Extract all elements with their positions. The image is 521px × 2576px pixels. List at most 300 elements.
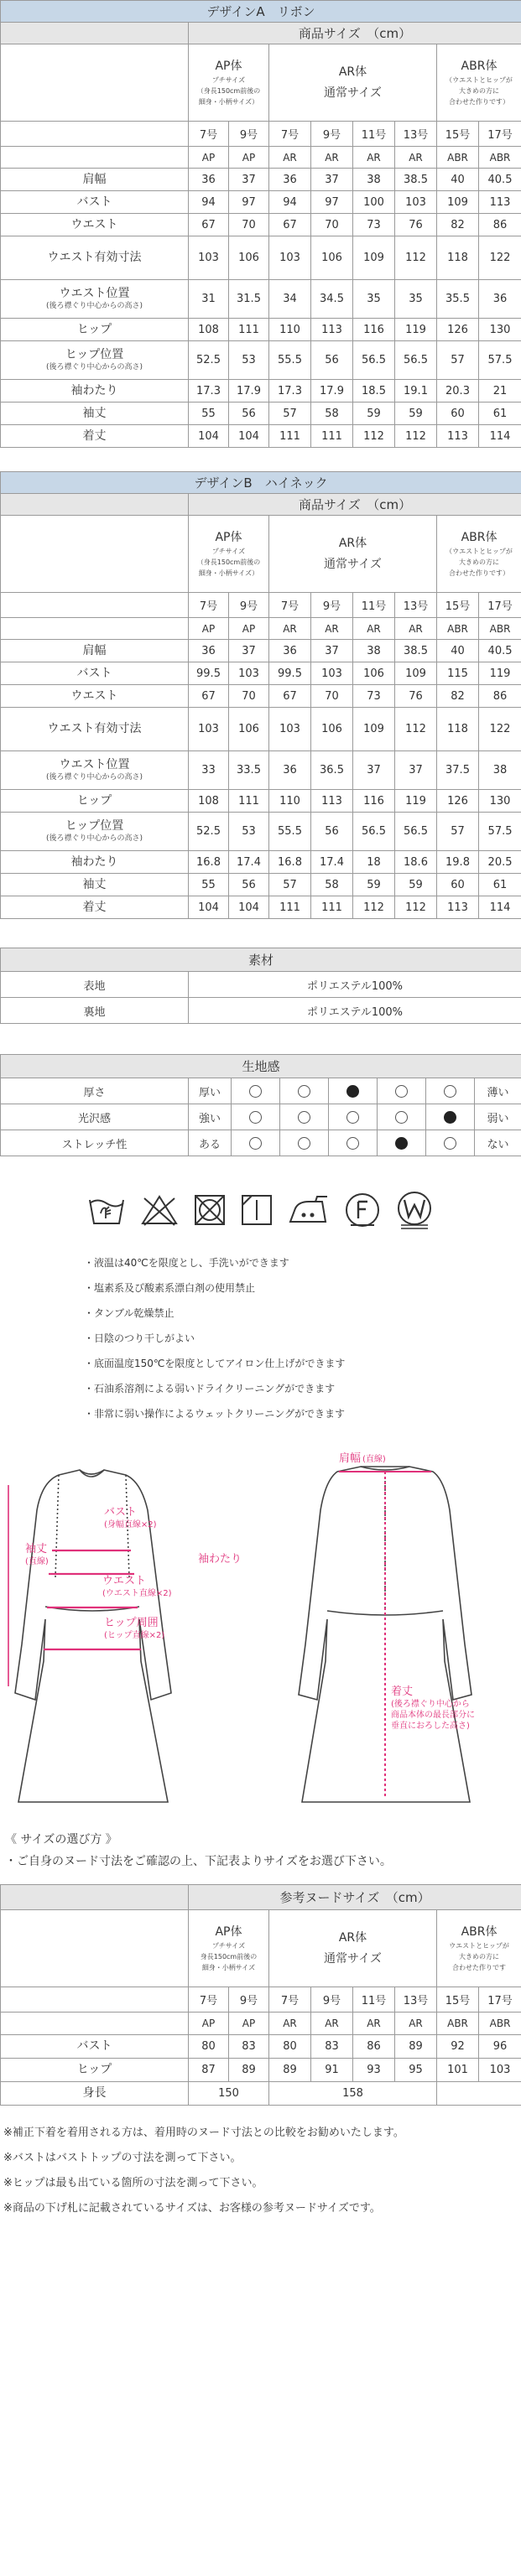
size-value: 114 — [479, 896, 521, 919]
group-abr-note: （ウエストとヒップが — [445, 547, 513, 555]
size-value: 61 — [479, 874, 521, 896]
size-value: 59 — [395, 402, 437, 425]
line-dry-shade-icon — [240, 1193, 274, 1227]
size-value: 109 — [437, 191, 479, 214]
row-label — [1, 874, 189, 896]
row-label — [1, 851, 189, 874]
size-value: 104 — [229, 425, 269, 448]
size-value: 83 — [229, 2035, 269, 2059]
size-value: 38 — [353, 640, 395, 662]
size-table — [0, 0, 521, 448]
size-number: 15号 — [437, 1987, 479, 2012]
row-label: 身長 — [1, 2082, 189, 2106]
size-value: 83 — [311, 2035, 353, 2059]
material-row-value: ポリエステル100% — [189, 998, 521, 1024]
row-label — [1, 402, 189, 425]
size-value: 16.8 — [189, 851, 229, 874]
group-abr-note: 合わせた作りです） — [449, 97, 509, 106]
row-label — [1, 214, 189, 236]
size-number: 17号 — [479, 593, 521, 618]
design-title: デザインB ハイネック — [1, 472, 521, 494]
size-code: AP — [229, 147, 269, 169]
group-ap — [189, 516, 269, 593]
size-number: 15号 — [437, 593, 479, 618]
texture-left: ある — [189, 1130, 232, 1156]
size-value: 37 — [353, 751, 395, 790]
size-code: AR — [311, 2012, 353, 2035]
row-label-text: ヒップ位置 — [65, 818, 124, 833]
row-label — [1, 813, 189, 851]
group-ap-note: プチサイズ — [211, 1941, 246, 1950]
size-value: 113 — [311, 319, 353, 341]
size-code: AR — [311, 147, 353, 169]
product-size-label: 商品サイズ （cm） — [189, 23, 521, 44]
footer-note: ※商品の下げ札に記載されているサイズは、お客様の参考ヌードサイズです。 — [3, 2202, 381, 2215]
size-value: 101 — [437, 2059, 479, 2082]
size-value: 58 — [311, 874, 353, 896]
table-row — [1, 214, 521, 236]
radio-empty-icon — [346, 1137, 359, 1150]
size-value: 95 — [395, 2059, 437, 2082]
radio-empty-icon — [444, 1085, 456, 1098]
size-code: ABR — [437, 618, 479, 640]
table-row — [1, 380, 521, 402]
size-value: 103 — [395, 191, 437, 214]
size-value: 56.5 — [353, 813, 395, 851]
texture-right: 弱い — [475, 1104, 521, 1130]
size-value: 112 — [395, 425, 437, 448]
size-number: 17号 — [479, 1987, 521, 2012]
size-value: 104 — [189, 425, 229, 448]
group-ap-name: AP体 — [215, 530, 242, 544]
row-label — [1, 708, 189, 751]
size-value: 53 — [229, 813, 269, 851]
care-note: ・ 底面温度150℃を限度としてアイロン仕上げができます — [84, 1351, 521, 1376]
size-number: 9号 — [229, 122, 269, 147]
group-ap-note: 細身・小柄サイズ） — [198, 97, 259, 106]
size-value: 104 — [189, 896, 229, 919]
row-label — [1, 380, 189, 402]
size-value: 76 — [395, 685, 437, 708]
shoulder-label: 肩幅 — [339, 1452, 362, 1465]
size-code: AR — [311, 618, 353, 640]
howto — [0, 1829, 521, 1872]
table-row — [1, 191, 521, 214]
size-value: 70 — [229, 214, 269, 236]
group-ap-name: AP体 — [215, 1924, 242, 1939]
group-abr-note: ウエストとヒップが — [449, 1941, 509, 1950]
group-abr-note: 大きめの方に — [459, 558, 500, 566]
size-value: 92 — [437, 2035, 479, 2059]
radio-empty-icon — [395, 1111, 408, 1124]
size-code: AR — [353, 147, 395, 169]
care-note: ・ 液温は40℃を限度とし、手洗いができます — [84, 1250, 521, 1275]
row-label-text: 袖丈 — [82, 877, 107, 891]
size-value: 52.5 — [189, 341, 229, 380]
size-value: 21 — [479, 380, 521, 402]
care-notes — [84, 1250, 521, 1426]
size-value: 104 — [229, 896, 269, 919]
size-number: 7号 — [189, 593, 229, 618]
size-table — [0, 471, 521, 919]
table-row — [1, 751, 521, 790]
size-value: 108 — [189, 319, 229, 341]
group-abr-name: ABR体 — [461, 530, 498, 544]
hip-sub: (ヒップ直線×2) — [104, 1631, 165, 1640]
size-value: 116 — [353, 790, 395, 813]
texture-label: 厚さ — [1, 1078, 189, 1104]
size-code: ABR — [479, 2012, 521, 2035]
footer-note: ※ヒップは最も出ている箇所の寸法を測って下さい。 — [3, 2177, 263, 2189]
group-abr-note: 合わせた作りです — [452, 1963, 507, 1971]
size-value: 17.4 — [311, 851, 353, 874]
size-value: 56.5 — [353, 341, 395, 380]
size-value: 100 — [353, 191, 395, 214]
size-value: 103 — [311, 662, 353, 685]
table-row — [1, 2059, 521, 2082]
size-value: 38.5 — [395, 640, 437, 662]
size-value: 86 — [479, 214, 521, 236]
size-value: 34 — [269, 280, 311, 319]
height-abr — [437, 2082, 521, 2106]
group-ap-note: （身長150cm前後の — [196, 558, 261, 566]
size-value: 60 — [437, 874, 479, 896]
size-value: 37 — [395, 751, 437, 790]
row-label-text: 着丈 — [82, 900, 107, 914]
size-value: 130 — [479, 790, 521, 813]
texture-scale-cell — [378, 1104, 426, 1130]
size-value: 20.5 — [479, 851, 521, 874]
size-value: 130 — [479, 319, 521, 341]
size-number: 7号 — [269, 122, 311, 147]
size-number: 9号 — [311, 122, 353, 147]
size-value: 111 — [311, 896, 353, 919]
size-number: 15号 — [437, 122, 479, 147]
size-value: 18.5 — [353, 380, 395, 402]
table-row — [1, 685, 521, 708]
size-value: 55 — [189, 402, 229, 425]
group-abr — [437, 516, 521, 593]
size-value: 56.5 — [395, 813, 437, 851]
bust-sub: (身幅直線×2) — [104, 1520, 157, 1530]
height-row — [1, 2082, 521, 2106]
size-value: 106 — [229, 236, 269, 280]
size-value: 17.4 — [229, 851, 269, 874]
group-ar — [269, 1910, 437, 1987]
size-value: 113 — [479, 191, 521, 214]
row-label-text: バスト — [76, 195, 112, 209]
size-code: AR — [269, 618, 311, 640]
length-sub-3: 垂直におろした高さ) — [391, 1722, 470, 1731]
size-value: 80 — [189, 2035, 229, 2059]
size-value: 19.1 — [395, 380, 437, 402]
size-value: 55 — [189, 874, 229, 896]
radio-empty-icon — [298, 1137, 310, 1150]
size-value: 60 — [437, 402, 479, 425]
table-row — [1, 236, 521, 280]
row-label-sub: (後ろ襟ぐり中心からの高さ) — [45, 301, 143, 310]
group-ar-name: AR体 — [338, 65, 367, 79]
iron-150-icon — [287, 1193, 331, 1227]
design-title: デザインA リボン — [1, 1, 521, 23]
size-value: 118 — [437, 236, 479, 280]
size-value: 111 — [269, 896, 311, 919]
row-label — [1, 191, 189, 214]
radio-empty-icon — [249, 1137, 262, 1150]
size-value: 52.5 — [189, 813, 229, 851]
size-code: AR — [269, 2012, 311, 2035]
size-value: 111 — [269, 425, 311, 448]
table-row — [1, 708, 521, 751]
armhole-label: 袖わたり — [198, 1553, 242, 1566]
texture-scale-cell — [426, 1078, 475, 1104]
row-label — [1, 319, 189, 341]
texture-scale-cell — [329, 1104, 378, 1130]
size-value: 36 — [189, 640, 229, 662]
size-value: 36 — [269, 640, 311, 662]
size-code: AP — [229, 618, 269, 640]
size-value: 57 — [437, 813, 479, 851]
height-ap: 150 — [189, 2082, 269, 2106]
table-row — [1, 640, 521, 662]
size-value: 119 — [395, 790, 437, 813]
size-value: 89 — [395, 2035, 437, 2059]
care-note: ・ 塩素系及び酸素系漂白剤の使用禁止 — [84, 1275, 521, 1301]
table-row — [1, 402, 521, 425]
radio-selected-icon — [444, 1111, 456, 1124]
size-value: 67 — [189, 214, 229, 236]
group-ar-sub: 通常サイズ — [324, 557, 382, 571]
size-value: 61 — [479, 402, 521, 425]
size-value: 67 — [189, 685, 229, 708]
size-value: 56 — [311, 341, 353, 380]
table-row — [1, 662, 521, 685]
size-value: 37 — [229, 169, 269, 191]
size-value: 40 — [437, 169, 479, 191]
table-row — [1, 813, 521, 851]
size-number: 9号 — [229, 1987, 269, 2012]
row-label — [1, 751, 189, 790]
size-value: 36 — [479, 280, 521, 319]
wash-40-hand-icon — [87, 1193, 126, 1227]
size-value: 17.3 — [269, 380, 311, 402]
size-number: 13号 — [395, 122, 437, 147]
group-abr-note: 大きめの方に — [459, 1952, 500, 1961]
row-label-sub: (後ろ襟ぐり中心からの高さ) — [45, 834, 143, 843]
table-row — [1, 2035, 521, 2059]
material-row-label: 表地 — [1, 972, 189, 998]
size-code: AR — [395, 147, 437, 169]
radio-empty-icon — [249, 1111, 262, 1124]
dryclean-f-icon — [344, 1192, 381, 1228]
care-note: ・ タンブル乾燥禁止 — [84, 1301, 521, 1326]
size-value: 37 — [229, 640, 269, 662]
back-measure-lines — [339, 1472, 431, 1797]
size-code: ABR — [437, 147, 479, 169]
radio-empty-icon — [298, 1111, 310, 1124]
group-ar-name: AR体 — [338, 1930, 367, 1945]
size-value: 106 — [229, 708, 269, 751]
size-value: 37 — [311, 640, 353, 662]
waist-label: ウエスト — [102, 1575, 147, 1587]
row-label-text: 肩幅 — [82, 643, 107, 657]
group-ar — [269, 516, 437, 593]
size-code: AR — [395, 2012, 437, 2035]
texture-scale-cell — [232, 1104, 280, 1130]
size-value: 110 — [269, 319, 311, 341]
row-label-text: ウエスト有効寸法 — [47, 722, 142, 735]
hip-label: ヒップ周囲 — [104, 1617, 159, 1629]
radio-empty-icon — [395, 1085, 408, 1098]
size-value: 109 — [353, 236, 395, 280]
size-code: AR — [395, 618, 437, 640]
group-abr-note: （ウエストとヒップが — [445, 75, 513, 84]
size-value: 67 — [269, 214, 311, 236]
radio-empty-icon — [249, 1085, 262, 1098]
texture-left: 厚い — [189, 1078, 232, 1104]
material-title: 素材 — [1, 948, 521, 972]
size-code: AR — [353, 618, 395, 640]
group-ap — [189, 44, 269, 122]
size-value: 109 — [353, 708, 395, 751]
size-value: 113 — [311, 790, 353, 813]
group-ap — [189, 1910, 269, 1987]
size-value: 113 — [437, 425, 479, 448]
size-value: 103 — [229, 662, 269, 685]
texture-scale-cell — [280, 1104, 329, 1130]
size-value: 111 — [311, 425, 353, 448]
size-code: ABR — [479, 147, 521, 169]
size-value: 119 — [479, 662, 521, 685]
footer-notes — [0, 2121, 521, 2221]
care-note: ・ 石油系溶剤による弱いドライクリーニングができます — [84, 1376, 521, 1401]
group-ar-name: AR体 — [338, 536, 367, 550]
footer-note: ※バストはバストトップの寸法を測って下さい。 — [3, 2152, 242, 2164]
table-row — [1, 341, 521, 380]
size-value: 126 — [437, 790, 479, 813]
row-label — [1, 896, 189, 919]
size-code: ABR — [479, 618, 521, 640]
group-ap-note: プチサイズ — [211, 547, 246, 555]
texture-right: ない — [475, 1130, 521, 1156]
row-label-text: 袖わたり — [70, 383, 118, 397]
size-value: 112 — [395, 896, 437, 919]
size-number: 13号 — [395, 593, 437, 618]
size-value: 37.5 — [437, 751, 479, 790]
row-label — [1, 341, 189, 380]
size-code: AP — [229, 2012, 269, 2035]
size-value: 36 — [189, 169, 229, 191]
size-value: 106 — [353, 662, 395, 685]
height-ar: 158 — [269, 2082, 437, 2106]
size-value: 112 — [353, 425, 395, 448]
size-value: 36 — [269, 169, 311, 191]
size-value: 40.5 — [479, 640, 521, 662]
texture-label: ストレッチ性 — [1, 1130, 189, 1156]
size-value: 33 — [189, 751, 229, 790]
garment-diagram — [0, 1452, 521, 1820]
size-value: 19.8 — [437, 851, 479, 874]
row-label: バスト — [1, 2035, 189, 2059]
size-value: 57 — [269, 874, 311, 896]
size-value: 114 — [479, 425, 521, 448]
row-label-text: バスト — [76, 666, 112, 680]
group-abr — [437, 44, 521, 122]
table-row — [1, 790, 521, 813]
size-value: 99.5 — [189, 662, 229, 685]
texture-left: 強い — [189, 1104, 232, 1130]
texture-table — [0, 1054, 521, 1156]
size-value: 122 — [479, 236, 521, 280]
nude-size-table — [0, 1884, 521, 2106]
size-value: 86 — [479, 685, 521, 708]
row-label-text: ウエスト有効寸法 — [47, 251, 142, 264]
texture-scale-cell — [329, 1078, 378, 1104]
size-value: 38 — [479, 751, 521, 790]
row-label: ヒップ — [1, 2059, 189, 2082]
size-table-design-a — [0, 0, 521, 448]
size-value: 57 — [437, 341, 479, 380]
size-value: 113 — [437, 896, 479, 919]
size-number: 13号 — [395, 1987, 437, 2012]
size-value: 17.3 — [189, 380, 229, 402]
row-label — [1, 685, 189, 708]
size-value: 126 — [437, 319, 479, 341]
texture-scale-cell — [232, 1130, 280, 1156]
table-row — [1, 896, 521, 919]
length-sub-2: 商品本体の最長部分に — [391, 1711, 475, 1720]
group-ar — [269, 44, 437, 122]
size-value: 17.9 — [229, 380, 269, 402]
size-value: 35.5 — [437, 280, 479, 319]
size-number: 17号 — [479, 122, 521, 147]
group-ap-note: 身長150cm前後の — [200, 1952, 258, 1961]
row-label — [1, 640, 189, 662]
size-value: 70 — [229, 685, 269, 708]
size-value: 59 — [353, 402, 395, 425]
size-value: 110 — [269, 790, 311, 813]
size-value: 56 — [229, 402, 269, 425]
size-value: 89 — [269, 2059, 311, 2082]
size-value: 18 — [353, 851, 395, 874]
texture-label: 光沢感 — [1, 1104, 189, 1130]
size-number: 7号 — [189, 122, 229, 147]
radio-empty-icon — [298, 1085, 310, 1098]
size-value: 86 — [353, 2035, 395, 2059]
size-value: 109 — [395, 662, 437, 685]
table-row — [1, 319, 521, 341]
row-label — [1, 236, 189, 280]
care-symbols — [0, 1185, 521, 1235]
size-value: 106 — [311, 236, 353, 280]
size-value: 96 — [479, 2035, 521, 2059]
nude-title: 参考ヌードサイズ （cm） — [189, 1885, 521, 1910]
size-value: 20.3 — [437, 380, 479, 402]
size-value: 103 — [269, 236, 311, 280]
size-table-design-b — [0, 471, 521, 919]
size-value: 91 — [311, 2059, 353, 2082]
size-code: AR — [269, 147, 311, 169]
size-code: AR — [353, 2012, 395, 2035]
size-value: 40.5 — [479, 169, 521, 191]
size-value: 18.6 — [395, 851, 437, 874]
shoulder-sub: (直線) — [362, 1455, 386, 1464]
size-value: 58 — [311, 402, 353, 425]
waist-sub: (ウエスト直線×2) — [102, 1589, 172, 1598]
row-label-text: 袖わたり — [70, 854, 118, 869]
material-table — [0, 948, 521, 1024]
group-abr-note: 大きめの方に — [459, 86, 499, 95]
